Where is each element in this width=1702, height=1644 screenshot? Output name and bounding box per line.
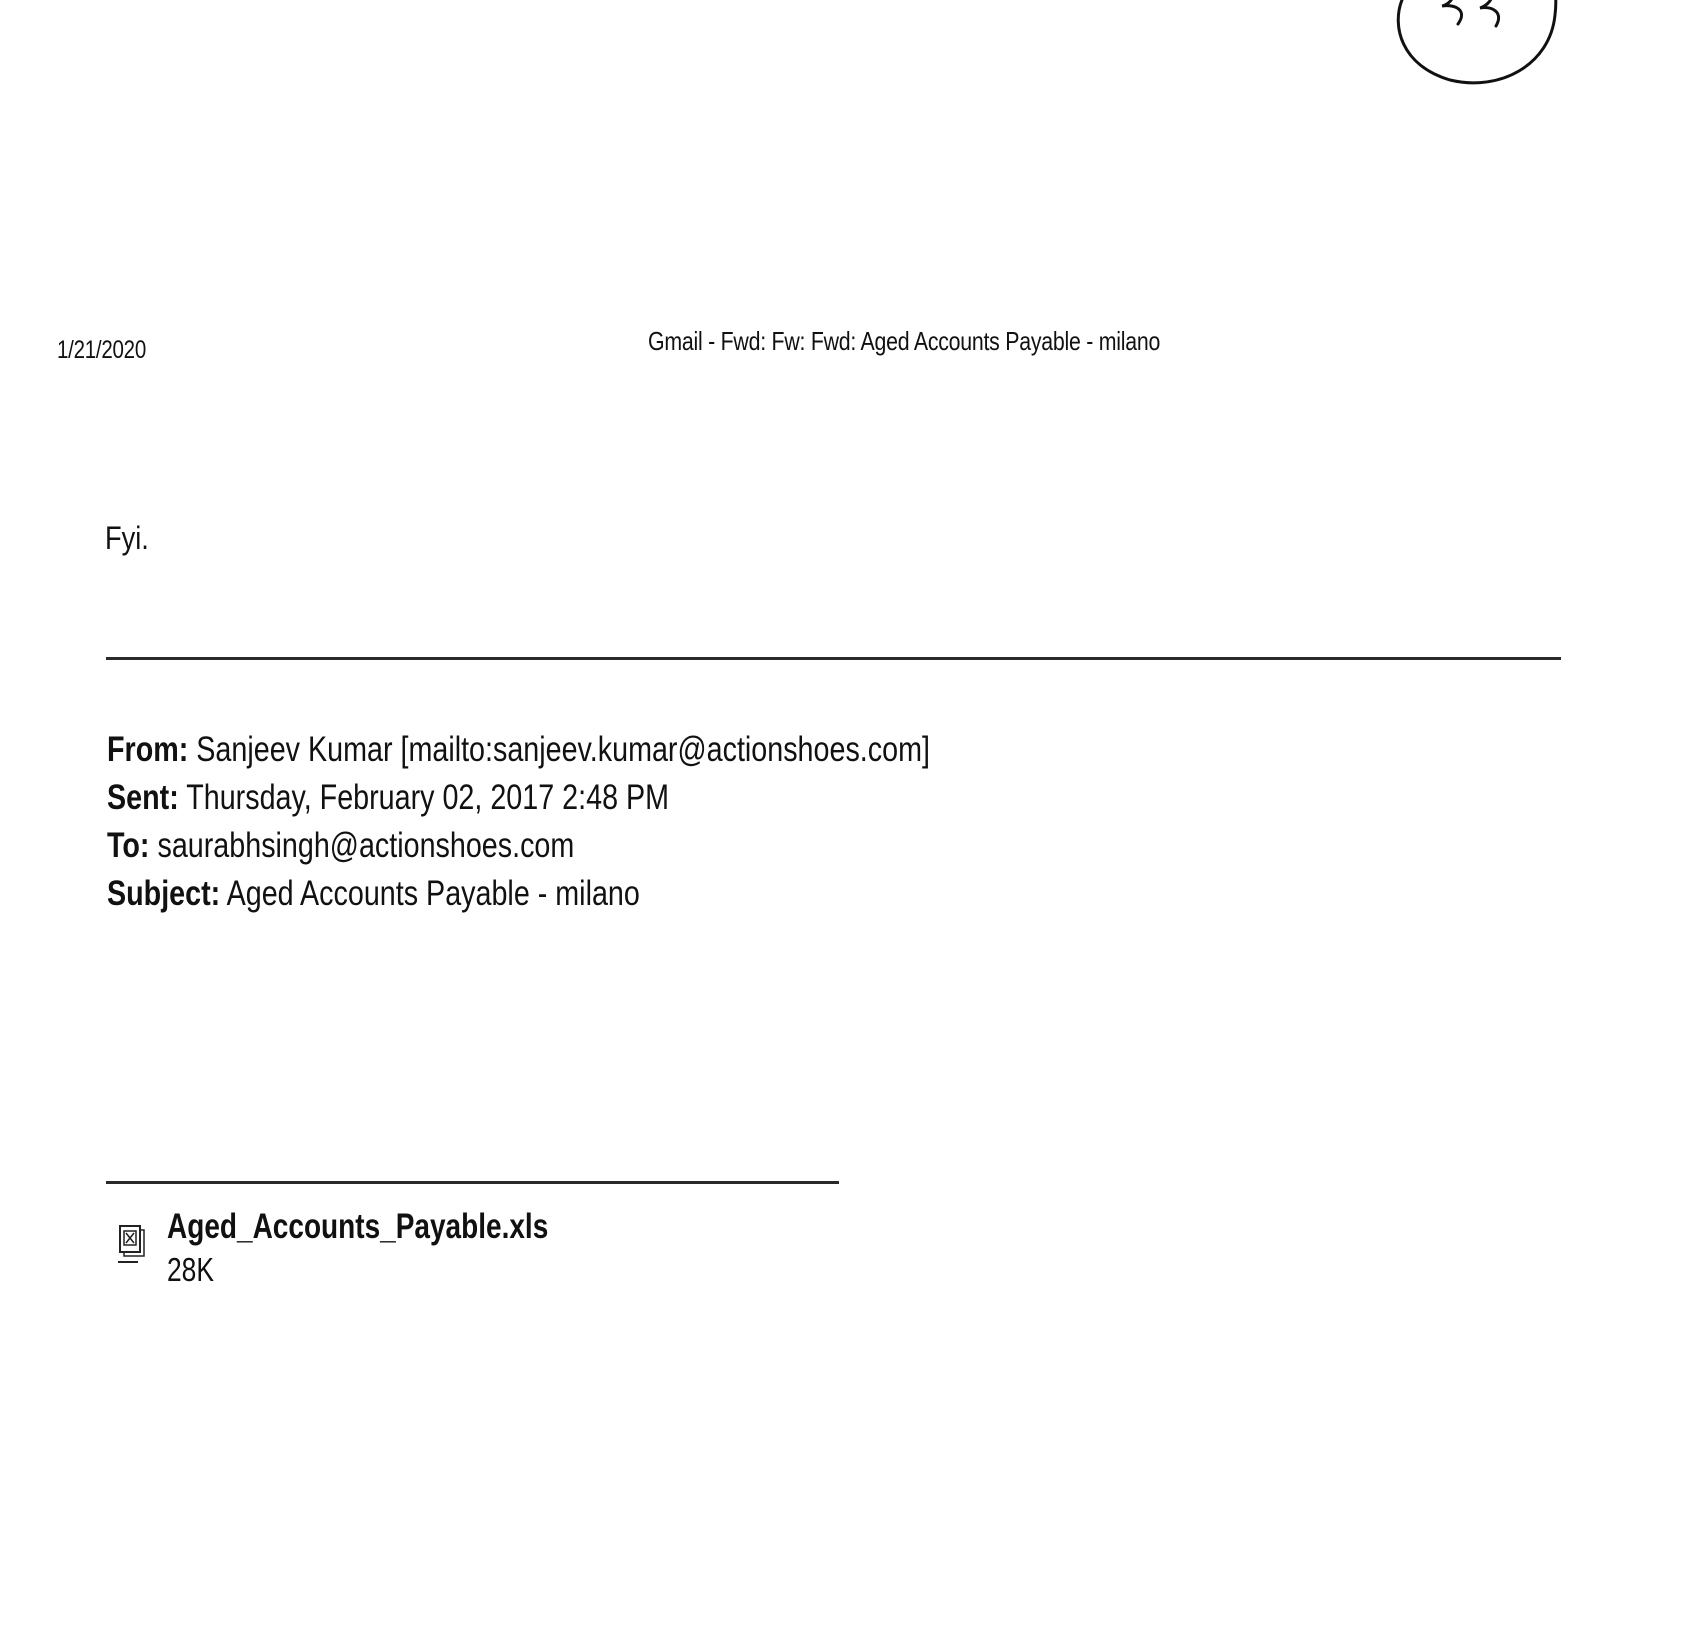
subject-value: Aged Accounts Payable - milano — [226, 874, 640, 913]
to-value: saurabhsingh@actionshoes.com — [157, 826, 575, 865]
print-page-title: Gmail - Fwd: Fw: Fwd: Aged Accounts Payable - milano — [648, 326, 1161, 356]
to-label: To: — [107, 826, 150, 865]
to-line — [107, 822, 930, 870]
from-value: Sanjeev Kumar [mailto:sanjeev.kumar@actionshoes.com] — [196, 730, 930, 769]
sent-line — [107, 774, 930, 822]
print-date: 1/21/2020 — [57, 336, 146, 364]
from-line — [107, 726, 930, 774]
attachment-size: 28K — [167, 1251, 214, 1288]
message-body: Fyi. — [105, 520, 149, 556]
subject-line — [107, 870, 930, 918]
attachment-filename[interactable]: Aged_Accounts_Payable.xls — [167, 1207, 549, 1246]
handwritten-page-number-mark — [1380, 0, 1570, 90]
attachment-divider — [106, 1181, 839, 1184]
sent-label: Sent: — [107, 778, 179, 817]
subject-label: Subject: — [107, 874, 221, 913]
sent-value: Thursday, February 02, 2017 2:48 PM — [186, 778, 670, 817]
from-label: From: — [107, 730, 189, 769]
forwarded-message-header — [107, 726, 930, 918]
excel-file-icon — [116, 1224, 148, 1268]
forward-divider — [106, 657, 1561, 660]
